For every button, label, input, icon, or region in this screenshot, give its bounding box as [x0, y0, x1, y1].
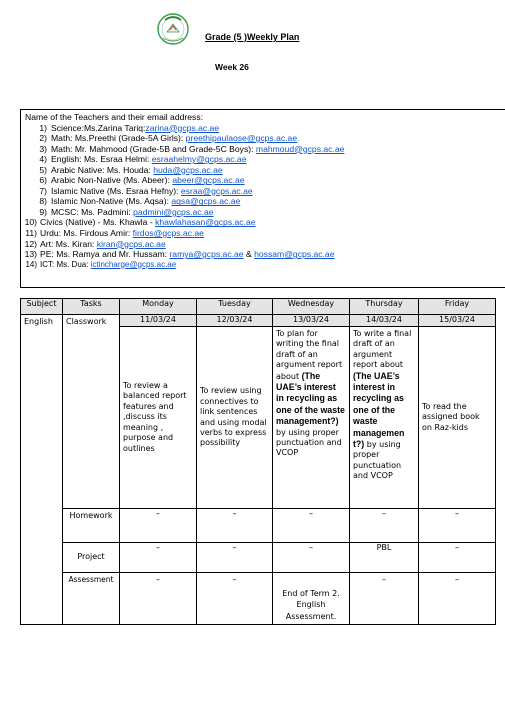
assessment-tuesday: – — [197, 573, 273, 625]
assessment-row — [21, 573, 496, 625]
date-thursday: 14/03/24 — [350, 315, 419, 327]
teacher-email-link[interactable]: ramya@gcps.ac.ae — [169, 249, 244, 260]
teacher-email-link[interactable]: khawlahasan@gcps.ac.ae — [155, 217, 256, 228]
homework-tuesday: – — [197, 509, 273, 543]
classwork-tuesday: To review using connectives to link sentences and using modal verbs to express possibility — [197, 327, 273, 509]
table-header-row — [21, 299, 496, 315]
teacher-row — [25, 196, 505, 207]
weekly-plan-table — [20, 298, 496, 625]
teacher-row — [25, 154, 505, 165]
assessment-monday: – — [120, 573, 197, 625]
teacher-email-link[interactable]: esraahelmy@gcps.ac.ae — [151, 154, 247, 165]
teacher-email-link[interactable]: ictincharge@gcps.ac.ae — [90, 259, 177, 269]
teacher-email-link[interactable]: huda@gcps.ac.ae — [153, 164, 223, 175]
homework-thursday: – — [350, 509, 419, 543]
project-monday: – — [120, 543, 197, 573]
classwork-thursday-topic: (The UAE’s interest in recycling as one of the waste managemen t?) — [353, 370, 405, 450]
assessment-wednesday: End of Term 2. English Assessment. — [273, 573, 350, 625]
project-label: Project — [63, 543, 120, 573]
assessment-friday: – — [419, 573, 496, 625]
classwork-wednesday-intro: To plan for writing the final draft of an argument report about — [276, 329, 343, 381]
header-friday: Friday — [419, 299, 496, 315]
teacher-row-number: 12) — [24, 238, 37, 249]
classwork-wednesday-method: by using proper punctuation and VCOP — [276, 427, 342, 458]
teacher-row — [25, 217, 505, 228]
teacher-row — [25, 144, 505, 155]
email-joiner: & — [243, 249, 255, 260]
homework-row — [21, 509, 496, 543]
teacher-row-number: 2) — [39, 133, 47, 144]
teacher-email-link[interactable]: esraa@gcps.ac.ae — [180, 185, 253, 196]
teacher-email-link[interactable]: mahmoud@gcps.ac.ae — [255, 143, 345, 154]
week-label: Week 26 — [215, 62, 249, 72]
assessment-thursday: – — [350, 573, 419, 625]
teacher-name: MCSC: Ms. Padmini: — [51, 206, 134, 217]
date-wednesday: 13/03/24 — [273, 315, 350, 327]
homework-friday: – — [419, 509, 496, 543]
project-wednesday: – — [273, 543, 350, 573]
teacher-row — [25, 228, 505, 239]
project-tuesday: – — [197, 543, 273, 573]
teacher-row — [25, 207, 505, 218]
teacher-email-link[interactable]: hossam@gcps.ac.ae — [254, 249, 335, 260]
project-thursday: PBL — [350, 543, 419, 573]
teacher-email-link[interactable]: firdos@gcps.ac.ae — [132, 228, 204, 239]
header-tasks: Tasks — [63, 299, 120, 315]
classwork-monday: To review a balanced report features and ,discuss its meaning , purpose and outlines — [120, 327, 197, 509]
teacher-row-number: 7) — [39, 185, 47, 196]
header-tuesday: Tuesday — [197, 299, 273, 315]
teacher-name: Art: Ms. Kiran: — [40, 238, 97, 249]
teacher-name: Civics (Native) - Ms. Khawla - — [40, 217, 156, 228]
assessment-label: Assessment — [63, 573, 120, 625]
homework-monday: – — [120, 509, 197, 543]
teacher-row — [25, 239, 505, 250]
teacher-name: English: Ms. Esraa Helmi: — [51, 154, 152, 165]
teacher-name: Arabic Native: Ms. Houda: — [51, 164, 154, 175]
teacher-email-link[interactable]: aqsa@gcps.ac.ae — [171, 196, 241, 207]
homework-label: Homework — [63, 509, 120, 543]
teacher-email-link[interactable]: abeer@gcps.ac.ae — [172, 175, 245, 186]
header-monday: Monday — [120, 299, 197, 315]
date-friday: 15/03/24 — [419, 315, 496, 327]
teacher-name: Islamic Native (Ms. Esraa Hefny): — [51, 185, 181, 196]
teacher-row — [25, 123, 505, 134]
page-title: Grade (5 )Weekly Plan — [205, 32, 300, 42]
teacher-row-number: 11) — [25, 228, 37, 239]
teacher-row — [25, 249, 505, 260]
teacher-row — [25, 186, 505, 197]
teacher-name: ICT: Ms. Dua: — [40, 259, 91, 269]
classwork-wednesday-topic: (The UAE’s interest in recycling as one of the waste management?) — [276, 370, 345, 427]
classwork-thursday-method: by using proper punctuation and VCOP — [353, 440, 402, 481]
teacher-name: Science:Ms.Zarina Tariq: — [51, 122, 146, 133]
teacher-row-number: 8) — [39, 196, 47, 207]
header-subject: Subject — [21, 299, 63, 315]
teacher-row — [25, 165, 505, 176]
teacher-email-link[interactable]: padmini@gcps.ac.ae — [133, 206, 214, 217]
dates-row — [21, 315, 496, 327]
classwork-thursday — [350, 327, 419, 509]
teacher-row-number: 5) — [39, 164, 47, 175]
school-logo-icon — [153, 12, 193, 46]
teacher-name: Arabic Non-Native (Ms. Abeer): — [51, 175, 173, 186]
teacher-name: Islamic Non-Native (Ms. Aqsa): — [51, 196, 172, 207]
teacher-row-number: 13) — [24, 249, 37, 260]
teachers-heading: Name of the Teachers and their email address: — [25, 112, 204, 122]
date-monday: 11/03/24 — [120, 315, 197, 327]
teacher-list — [25, 123, 505, 271]
teacher-row-number: 6) — [39, 175, 47, 186]
teacher-row-number: 4) — [39, 154, 47, 165]
teacher-row-number: 10) — [24, 217, 37, 228]
project-friday: – — [419, 543, 496, 573]
teacher-row — [25, 175, 505, 186]
teacher-row — [25, 260, 505, 271]
teacher-email-link[interactable]: preethipaulaose@gcps.ac.ae — [185, 133, 298, 144]
teacher-row — [25, 133, 505, 144]
teachers-box — [20, 109, 505, 288]
classwork-friday: To read the assigned book on Raz-kids — [419, 327, 496, 509]
teacher-email-link[interactable]: kiran@gcps.ac.ae — [96, 238, 166, 249]
classwork-wednesday — [273, 327, 350, 509]
project-row — [21, 543, 496, 573]
homework-wednesday: – — [273, 509, 350, 543]
teacher-name: Math: Mr. Mahmood (Grade-5B and Grade-5C Boys): — [51, 143, 256, 154]
teacher-row-number: 3) — [39, 143, 47, 154]
teacher-name: PE: Ms. Ramya and Mr. Hussam: — [40, 249, 170, 260]
teacher-row-number: 9) — [39, 206, 47, 217]
header-wednesday: Wednesday — [273, 299, 350, 315]
teacher-email-link[interactable]: zarina@gcps.ac.ae — [145, 122, 220, 133]
teacher-row-number: 1) — [39, 122, 47, 133]
header-thursday: Thursday — [350, 299, 419, 315]
classwork-thursday-intro: To write a final draft of an argument report about — [353, 329, 412, 370]
teacher-name: Math: Ms.Preethi (Grade-5A Girls): — [51, 133, 186, 144]
teacher-row-number: 14) — [25, 259, 37, 269]
classwork-label: Classwork — [63, 315, 120, 509]
date-tuesday: 12/03/24 — [197, 315, 273, 327]
teacher-name: Urdu: Ms. Firdous Amir: — [40, 228, 133, 239]
subject-cell: English — [21, 315, 63, 625]
